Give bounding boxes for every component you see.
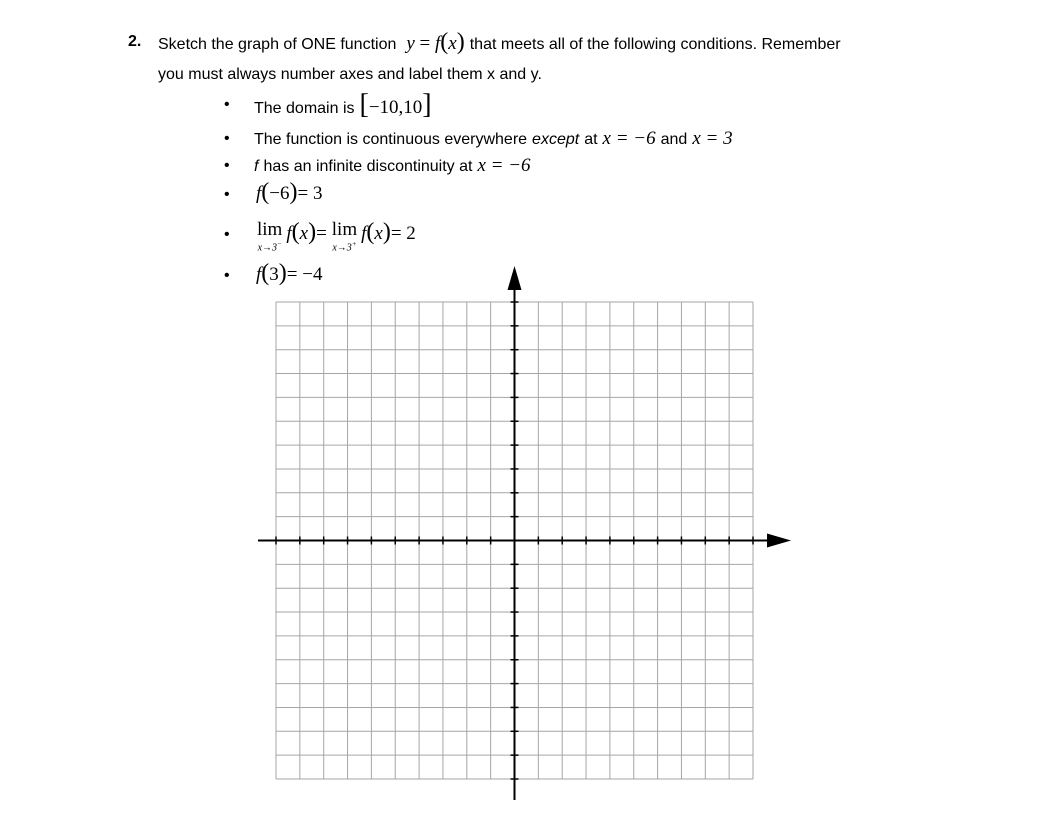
f-3-rhs: = −4	[286, 264, 323, 285]
y-axis-arrow-icon	[508, 266, 522, 290]
math-x: x	[448, 33, 457, 54]
condition-domain-interval: [−10,10]	[359, 89, 432, 120]
lim-left-x: x	[299, 223, 309, 244]
lim-word-right: lim	[331, 219, 358, 240]
lim-sub-left-text: x→3	[257, 242, 278, 254]
continuity-and: and	[660, 131, 688, 148]
axes	[258, 266, 791, 800]
lim-sub-right-text: x→3	[332, 242, 352, 254]
bullet-1: •	[224, 96, 230, 113]
f-3-f: f	[256, 264, 262, 285]
lim-left-f: f	[286, 223, 292, 244]
f-3-expression: f(3)= −4	[256, 260, 323, 286]
continuity-text-a: The function is continuous everywhere	[254, 131, 528, 148]
bullet-4: •	[224, 186, 230, 203]
problem-number: 2.	[128, 33, 142, 50]
lim-sup-left: −	[277, 240, 282, 248]
lim-equals: =	[316, 223, 327, 244]
f-neg6-expression: f(−6)= 3	[256, 179, 323, 205]
bullet-6: •	[224, 267, 230, 284]
f-neg6-f: f	[256, 183, 262, 204]
lim-word-left: lim	[257, 219, 283, 240]
lim-right-f: f	[361, 223, 367, 244]
x-axis-arrow-icon	[767, 534, 791, 548]
f-neg6-arg: −6	[269, 183, 290, 204]
intro-text-before: Sketch the graph of ONE function	[158, 36, 397, 53]
lim-rhs: = 2	[390, 223, 416, 244]
limit-left-expression: f(x)=	[286, 219, 327, 245]
lim-right-x: x	[374, 223, 383, 244]
intro-text-line2: you must always number axes and label them x and y.	[158, 66, 542, 83]
continuity-x1: x = −6	[602, 128, 656, 149]
f-3-arg: 3	[269, 264, 279, 285]
condition-domain-text: The domain is	[254, 100, 355, 117]
continuity-at: at	[584, 131, 598, 148]
limit-right-expression: f(x)= 2	[361, 219, 416, 245]
intro-text-after: that meets all of the following conditions. Remember	[469, 36, 841, 53]
bullet-2: •	[224, 130, 230, 147]
math-f: f	[435, 33, 441, 54]
discontinuity-text: has an infinite discontinuity at	[263, 158, 473, 175]
continuity-except: except	[532, 131, 580, 148]
bullet-3: •	[224, 157, 230, 174]
discontinuity-x: x = −6	[477, 155, 531, 176]
math-y: y	[406, 33, 415, 54]
discontinuity-f: f	[254, 158, 259, 175]
intro-function-notation: y = f(x)	[406, 29, 465, 55]
domain-values: −10,10	[368, 97, 423, 118]
continuity-x2: x = 3	[692, 128, 733, 149]
f-neg6-rhs: = 3	[297, 183, 323, 204]
bullet-5: •	[224, 226, 230, 243]
math-equals: =	[419, 33, 431, 54]
lim-sup-right: +	[351, 240, 357, 248]
